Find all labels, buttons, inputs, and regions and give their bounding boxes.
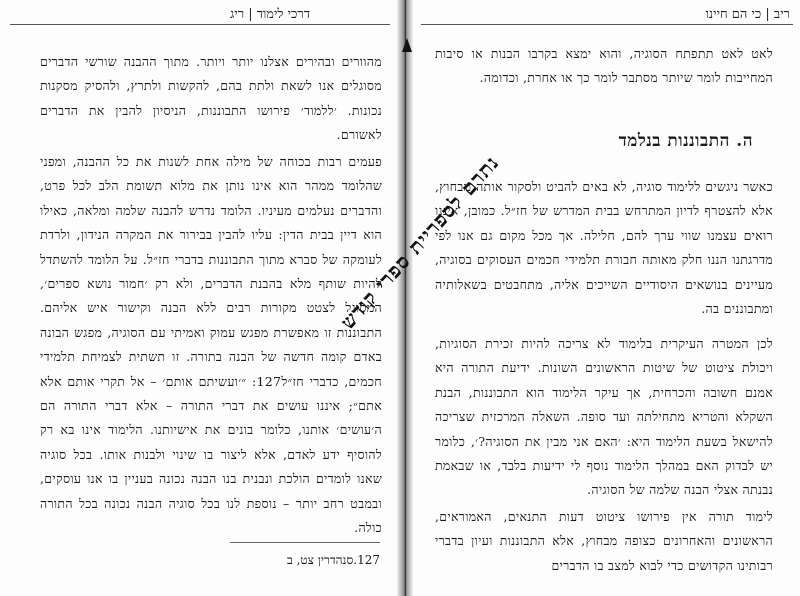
gutter-triangle-icon	[402, 38, 412, 52]
paragraph: לימוד תורה אין פירושו ציטוט דעות התנאים, האמוראים, הראשונים והאחרונים כצופה מבחוץ, אלא התבוננות ועיון בדברי רבותינו הקדושים כדי לבוא למצב בו הדברים	[435, 509, 773, 573]
book-gutter	[397, 0, 413, 596]
paragraph: כאשר ניגשים ללימוד סוגיה, לא באים להביט ולסקור אותה מבחוץ, אלא להצטרף לדיון המתרחש בבית המדרש של חז״ל. כמובן, איננו רואים עצמנו שווי ערך להם, חלילה. אך מכל מקום גם אנו לפי מדרגתנו הננו חלק מאותה חבורת תלמידי חכמים העסוקים בסוגיה, מעיינים בנושאים היסודיים השייכים אליה, מתחבטים בשאלותיה ומתבוננים בה.	[435, 179, 773, 317]
paragraph: מהוורים ובהירים אצלנו יותר ויותר. מתוך ההבנה שורשי הדברים מסוגלים אנו לשאת ולתת בהם, להקשות ולתרץ, ולהסיק מסקנות נכונות. ׳ללמוד׳ פירושו התבוננות, הניסיון להבין את הדברים לאשורם.	[40, 54, 382, 143]
section-heading: ה. התבוננות בנלמד	[618, 131, 753, 151]
paragraph: פעמים רבות בכוחה של מילה אחת לשנות את כל ההבנה, ומפני שהלומד ממהר הוא אינו נותן את מלוא תשומת הלב לכל פרט, והדברים נעלמים מעיניו. הלומד נדרש להבנה שלמה ומלאה, כאילו הוא דיין בבית הדין: עליו להבין בבירור את המקרה הנידון, ולרדת לעומקה של סברא מתוך התבוננות בדברי חז״ל. על הלומד להשתדל להיות שותף מלא בהבנת הדברים, ולא רק ׳חמור נושא ספרים׳, המסוגל לצטט מקורות רבים ללא הבנה וקישור איש אליהם. התבוננות זו מאפשרת מפגש עמוק ואמיתי עם הסוגיה, מפגש הבונה באדם קומה חדשה של הבנה בתורה. זו תשתית לצמיחת תלמידי חכמים, כדברי חז״ל127: ״׳ועשיתם אותם׳ – אל תקרי אותם אלא אתם״; איננו עושים את דברי התורה – אלא דברי התורה הם ה׳עושים׳ אותנו, כלומר בונים את אישיותנו. הלימוד אינו בא רק להוסיף ידע לאדם, אלא ליצור בו שינוי ולבנות אותו. בכל סוגיה שאנו לומדים הולכת ונבנית בנו הבנה נכונה בעניין בו אנו עוסקים, ובמבט רחב יותר – נוספת לנו בכל סוגיה הבנה נכונה בכל התורה כולה.	[40, 154, 383, 536]
header-rule	[10, 24, 390, 25]
footnote-rule	[230, 542, 380, 543]
right-page	[413, 0, 800, 596]
paragraph: לכן המטרה העיקרית בלימוד לא צריכה להיות זכירת הסוגיות, ויכולת ציטוט של שיטות הראשונים השונות. ידיעת התורה היא אמנם חשובה והכרחית, אך עיקר הלימוד הוא התבוננות, הבנת השקלא והטריא מתחילתה ועד סופה. השאלה המרכזית שצריכה להישאל בשעת הלימוד היא: ׳האם אני מבין את הסוגיה?׳, כלומר יש לבדוק האם במהלך הלימוד נוסף לי ידיעות בלבד, או שבאמת נבנתה אצלי הבנה שלמה של הסוגיה.	[435, 336, 773, 498]
running-header: ריב | כי הם חיינו	[705, 7, 790, 22]
header-rule	[421, 24, 793, 25]
left-page	[0, 0, 397, 596]
running-header: דרכי לימוד | ריג	[230, 7, 311, 22]
paragraph: לאט לאט תתפתח הסוגיה, והוא ימצא בקרבו הבנות או סיבות המחייבות לומר שיותר מסתבר לומר כך או אחרת, וכדומה.	[435, 46, 773, 86]
library-stamp: נתרם לספריית ספרי קודש	[335, 150, 504, 334]
footnote: 127.סנהדרין צט, ב	[287, 553, 380, 567]
